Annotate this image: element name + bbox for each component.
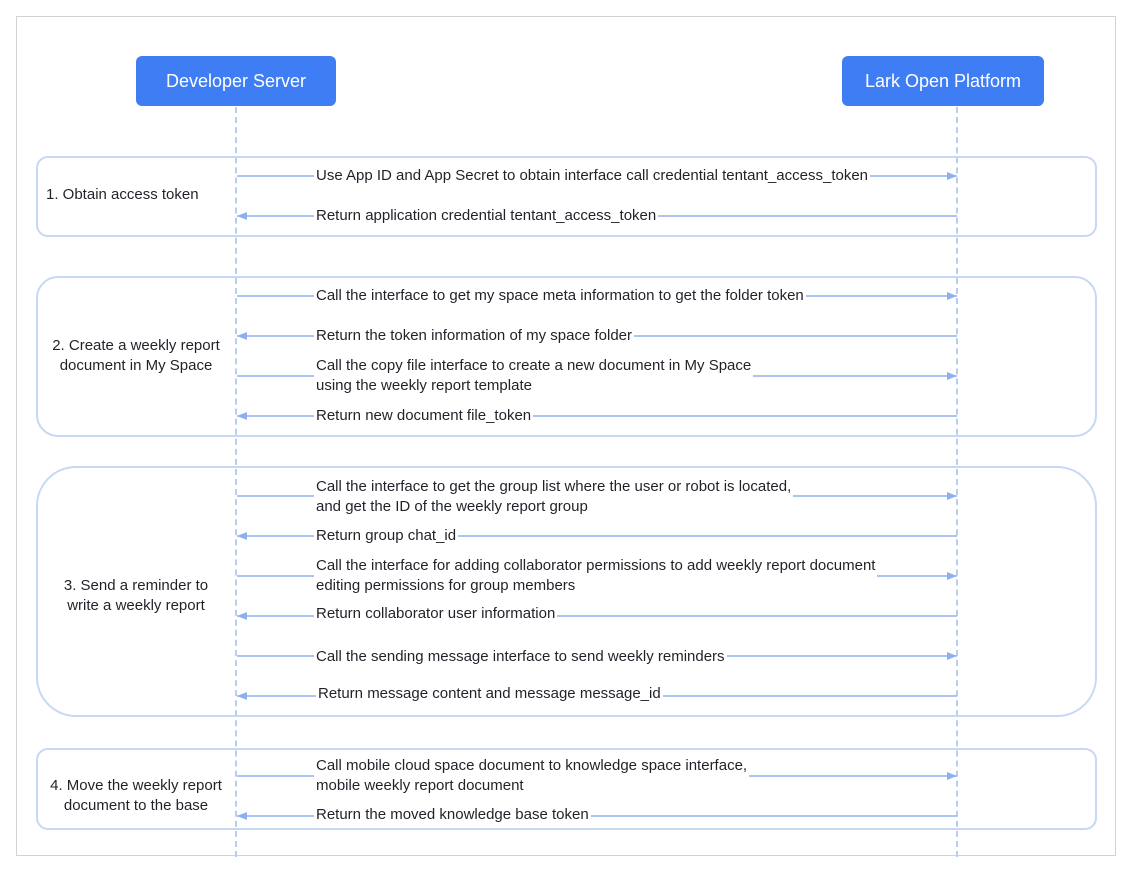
message-9 [314, 604, 557, 624]
message-line: editing permissions for group members [316, 577, 576, 594]
message-arrowhead [237, 412, 247, 420]
message-line: Return the token information of my space folder [316, 327, 632, 344]
phase-label-line: document in My Space [59, 357, 213, 374]
message-5 [314, 406, 533, 426]
message-12 [314, 756, 749, 796]
message-8 [314, 556, 877, 596]
message-line: Call the copy file interface to create a new document in My Space [316, 357, 752, 374]
message-line: Call the interface to get the group list where the user or robot is located, [316, 478, 792, 495]
message-line: Call the sending message interface to send weekly reminders [316, 648, 725, 665]
phase-label-line: document to the base [63, 797, 209, 814]
message-line: Return group chat_id [316, 527, 457, 544]
message-line: Call mobile cloud space document to knowledge space interface, [316, 757, 748, 774]
message-arrowhead [947, 492, 957, 500]
message-arrowhead [947, 172, 957, 180]
message-arrowhead [237, 692, 247, 700]
message-7 [314, 526, 458, 546]
message-line: and get the ID of the weekly report group [316, 498, 588, 515]
message-arrowhead [237, 212, 247, 220]
phase-label-line: 3. Send a reminder to [63, 577, 209, 594]
message-line: Return the moved knowledge base token [316, 806, 589, 823]
actor-developer-server: Developer Server [136, 56, 336, 106]
message-4 [314, 356, 753, 396]
message-line: Return message content and message message_id [318, 685, 661, 702]
message-line: Return new document file_token [316, 407, 532, 424]
message-arrowhead [947, 372, 957, 380]
message-13 [314, 805, 591, 825]
message-3 [314, 326, 634, 346]
message-line: using the weekly report template [316, 377, 532, 394]
message-6 [314, 477, 793, 517]
phase-label-line: 2. Create a weekly report [52, 337, 220, 354]
message-10 [314, 647, 727, 667]
message-line: Return collaborator user information [316, 605, 556, 622]
message-line: Call the interface for adding collaborator permissions to add weekly report document [316, 557, 876, 574]
message-0 [314, 166, 870, 186]
actor-lark-open-platform: Lark Open Platform [842, 56, 1044, 106]
message-1 [314, 206, 658, 226]
message-arrowhead [947, 652, 957, 660]
message-arrowhead [947, 292, 957, 300]
message-line: Call the interface to get my space meta information to get the folder token [316, 287, 804, 304]
message-line: Return application credential tentant_access_token [316, 207, 657, 224]
message-arrowhead [947, 572, 957, 580]
phase-label-line: write a weekly report [67, 597, 205, 614]
message-2 [314, 286, 806, 306]
message-arrowhead [947, 772, 957, 780]
message-arrowhead [237, 812, 247, 820]
message-arrowhead [237, 612, 247, 620]
phase-label-line: 1. Obtain access token [46, 186, 199, 203]
phase-label-line: 4. Move the weekly report [50, 777, 222, 794]
message-line: mobile weekly report document [316, 777, 524, 794]
message-arrowhead [237, 332, 247, 340]
message-arrowhead [237, 532, 247, 540]
message-line: Use App ID and App Secret to obtain interface call credential tentant_access_token [316, 167, 869, 184]
message-11 [316, 684, 663, 704]
